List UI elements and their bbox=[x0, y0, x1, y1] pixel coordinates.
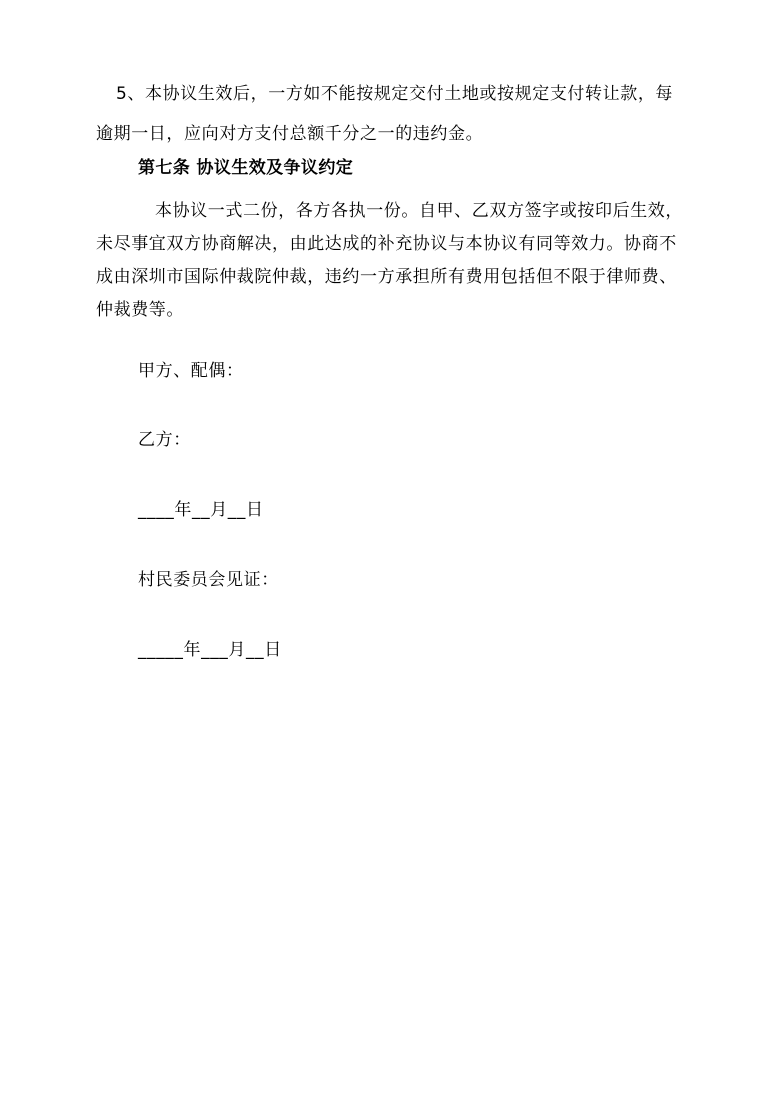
article-7-heading: 第七条 协议生效及争议约定 bbox=[138, 158, 354, 178]
article-7-paragraph-line-3: 成由深圳市国际仲裁院仲裁，违约一方承担所有费用包括但不限于律师费、 bbox=[96, 267, 677, 287]
article-7-paragraph-line-2: 未尽事宜双方协商解决，由此达成的补充协议与本协议有同等效力。协商不 bbox=[96, 234, 677, 254]
article-7-paragraph-line-4: 仲裁费等。 bbox=[96, 300, 184, 320]
party-b-signature-label: 乙方： bbox=[138, 430, 191, 450]
clause-5-line-2: 逾期一日，应向对方支付总额千分之一的违约金。 bbox=[96, 124, 484, 144]
signature-date-2: _____年___月__日 bbox=[138, 640, 282, 660]
signature-date-1: ____年__月__日 bbox=[138, 500, 264, 520]
party-a-signature-label: 甲方、配偶： bbox=[138, 361, 244, 381]
clause-5-line-1: 5、本协议生效后，一方如不能按规定交付土地或按规定支付转让款，每 bbox=[116, 84, 674, 104]
article-7-paragraph-line-1: 本协议一式二份，各方各执一份。自甲、乙双方签字或按印后生效， bbox=[155, 201, 683, 221]
village-committee-witness-label: 村民委员会见证： bbox=[138, 570, 279, 590]
